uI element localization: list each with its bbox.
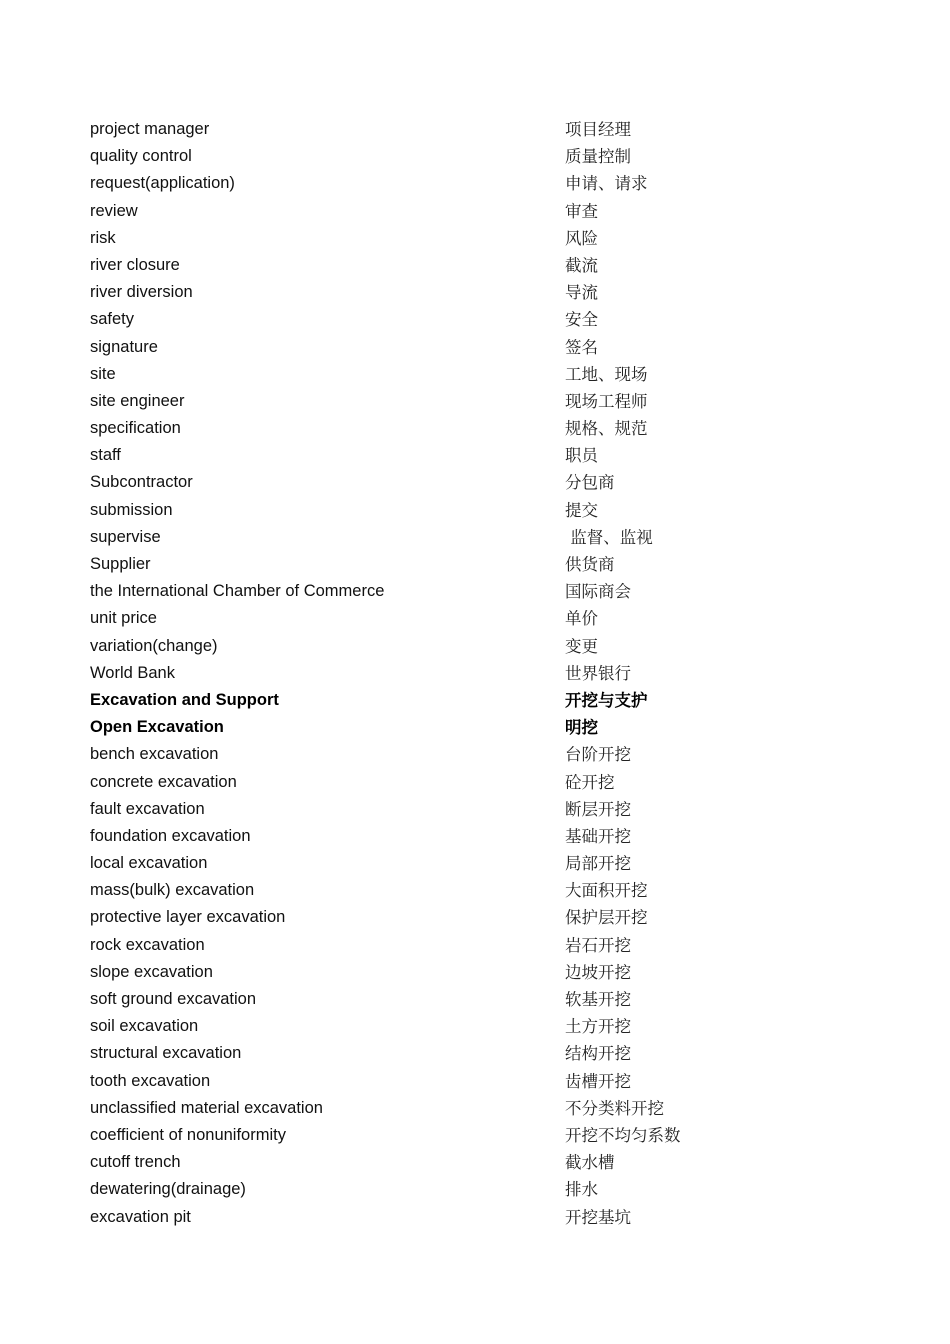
glossary-row bbox=[90, 1176, 870, 1203]
glossary-row bbox=[90, 143, 870, 170]
term-english: specification bbox=[90, 419, 181, 438]
term-chinese: 结构开挖 bbox=[565, 1044, 631, 1064]
term-english: soft ground excavation bbox=[90, 990, 257, 1008]
term-english: World Bank bbox=[90, 663, 175, 682]
term-english: risk bbox=[90, 228, 116, 247]
term-chinese: 齿槽开挖 bbox=[565, 1071, 631, 1091]
glossary-row bbox=[90, 170, 870, 197]
glossary-row bbox=[90, 225, 870, 252]
term-chinese: 边坡开挖 bbox=[565, 962, 631, 982]
term-english: staff bbox=[90, 446, 121, 465]
section-heading-chinese: 开挖与支护 bbox=[565, 690, 648, 710]
glossary-row bbox=[90, 823, 870, 850]
glossary-row bbox=[90, 334, 870, 361]
term-chinese: 台阶开挖 bbox=[565, 745, 631, 765]
term-chinese: 截流 bbox=[565, 255, 598, 275]
term-english: supervise bbox=[90, 527, 161, 546]
term-chinese: 变更 bbox=[565, 636, 598, 656]
glossary-row bbox=[90, 1040, 870, 1067]
glossary-row bbox=[90, 116, 870, 143]
glossary-row bbox=[90, 1095, 870, 1122]
term-chinese: 申请、请求 bbox=[565, 174, 648, 194]
term-english: site engineer bbox=[90, 391, 185, 410]
term-chinese: 规格、规范 bbox=[565, 419, 648, 439]
term-english: mass(bulk) excavation bbox=[90, 881, 255, 900]
glossary-row bbox=[90, 524, 870, 551]
term-chinese: 软基开挖 bbox=[565, 990, 631, 1009]
term-english: structural excavation bbox=[90, 1044, 242, 1063]
glossary-row bbox=[90, 741, 870, 768]
term-chinese: 局部开挖 bbox=[565, 854, 631, 874]
term-chinese: 工地、现场 bbox=[565, 364, 648, 384]
term-english: variation(change) bbox=[90, 636, 218, 655]
glossary-row bbox=[90, 252, 870, 279]
glossary-row bbox=[90, 442, 870, 469]
glossary-row bbox=[90, 1149, 870, 1176]
term-chinese: 供货商 bbox=[565, 555, 615, 574]
term-english: river diversion bbox=[90, 283, 193, 302]
term-english: safety bbox=[90, 310, 135, 329]
term-chinese: 现场工程师 bbox=[565, 391, 648, 411]
term-chinese: 质量控制 bbox=[565, 147, 631, 167]
glossary-row bbox=[90, 959, 870, 986]
term-english: Supplier bbox=[90, 555, 151, 573]
term-english: bench excavation bbox=[90, 745, 219, 764]
term-english: project manager bbox=[90, 120, 210, 138]
term-chinese: 项目经理 bbox=[565, 120, 631, 139]
term-english: unit price bbox=[90, 609, 157, 628]
term-english: submission bbox=[90, 500, 173, 519]
term-english: site bbox=[90, 364, 116, 383]
term-english: request(application) bbox=[90, 174, 235, 193]
term-english: local excavation bbox=[90, 854, 208, 873]
glossary-row bbox=[90, 497, 870, 524]
glossary-row bbox=[90, 361, 870, 388]
term-chinese: 监督、监视 bbox=[565, 527, 653, 547]
term-english: dewatering(drainage) bbox=[90, 1180, 246, 1199]
glossary-row bbox=[90, 415, 870, 442]
glossary-row bbox=[90, 198, 870, 225]
term-english: unclassified material excavation bbox=[90, 1098, 323, 1117]
section-heading-row bbox=[90, 687, 870, 714]
glossary-row bbox=[90, 551, 870, 578]
glossary-row bbox=[90, 796, 870, 823]
term-chinese: 开挖基坑 bbox=[565, 1207, 631, 1227]
term-english: foundation excavation bbox=[90, 826, 251, 845]
term-chinese: 排水 bbox=[565, 1180, 598, 1200]
term-chinese: 岩石开挖 bbox=[565, 935, 631, 955]
glossary-row bbox=[90, 850, 870, 877]
glossary-row bbox=[90, 578, 870, 605]
term-chinese: 风险 bbox=[565, 228, 598, 248]
term-chinese: 保护层开挖 bbox=[565, 908, 648, 928]
term-english: coefficient of nonuniformity bbox=[90, 1125, 286, 1144]
term-chinese: 导流 bbox=[565, 283, 598, 303]
term-chinese: 大面积开挖 bbox=[565, 881, 648, 901]
glossary-row bbox=[90, 660, 870, 687]
glossary-row bbox=[90, 633, 870, 660]
term-english: river closure bbox=[90, 255, 180, 274]
term-english: excavation pit bbox=[90, 1207, 191, 1226]
glossary-row bbox=[90, 469, 870, 496]
glossary-row bbox=[90, 1122, 870, 1149]
section-heading-row bbox=[90, 714, 870, 741]
section-heading-english: Excavation and Support bbox=[90, 690, 279, 709]
term-english: concrete excavation bbox=[90, 772, 237, 791]
section-heading-chinese: 明挖 bbox=[565, 718, 598, 738]
term-english: fault excavation bbox=[90, 799, 205, 818]
glossary-row bbox=[90, 388, 870, 415]
glossary-row bbox=[90, 932, 870, 959]
term-english: review bbox=[90, 201, 138, 220]
term-chinese: 安全 bbox=[565, 310, 598, 330]
glossary-row bbox=[90, 1068, 870, 1095]
glossary-row bbox=[90, 279, 870, 306]
term-english: soil excavation bbox=[90, 1017, 199, 1036]
term-chinese: 签名 bbox=[565, 337, 598, 357]
term-chinese: 分包商 bbox=[565, 473, 615, 493]
term-english: signature bbox=[90, 337, 158, 356]
term-chinese: 基础开挖 bbox=[565, 826, 631, 846]
glossary-row bbox=[90, 605, 870, 632]
glossary-list bbox=[90, 116, 870, 1231]
term-chinese: 职员 bbox=[565, 446, 598, 466]
term-chinese: 世界银行 bbox=[565, 663, 631, 683]
term-chinese: 审查 bbox=[565, 201, 598, 221]
term-english: cutoff trench bbox=[90, 1153, 181, 1172]
term-english: slope excavation bbox=[90, 962, 213, 981]
term-chinese: 砼开挖 bbox=[565, 772, 615, 792]
term-english: the International Chamber of Commerce bbox=[90, 582, 385, 601]
glossary-row bbox=[90, 986, 870, 1013]
glossary-row bbox=[90, 769, 870, 796]
term-chinese: 断层开挖 bbox=[565, 799, 631, 819]
term-chinese: 不分类料开挖 bbox=[565, 1098, 664, 1118]
term-english: rock excavation bbox=[90, 935, 205, 954]
term-chinese: 截水槽 bbox=[565, 1153, 615, 1173]
glossary-row bbox=[90, 877, 870, 904]
term-english: protective layer excavation bbox=[90, 908, 286, 927]
term-chinese: 提交 bbox=[565, 500, 598, 520]
section-heading-english: Open Excavation bbox=[90, 718, 224, 737]
term-chinese: 国际商会 bbox=[565, 582, 631, 602]
glossary-row bbox=[90, 1204, 870, 1231]
term-chinese: 土方开挖 bbox=[565, 1017, 631, 1037]
glossary-row bbox=[90, 1013, 870, 1040]
term-english: tooth excavation bbox=[90, 1071, 211, 1090]
term-english: Subcontractor bbox=[90, 473, 193, 492]
glossary-row bbox=[90, 904, 870, 931]
glossary-row bbox=[90, 306, 870, 333]
term-english: quality control bbox=[90, 147, 192, 166]
term-chinese: 开挖不均匀系数 bbox=[565, 1125, 681, 1145]
term-chinese: 单价 bbox=[565, 609, 598, 629]
